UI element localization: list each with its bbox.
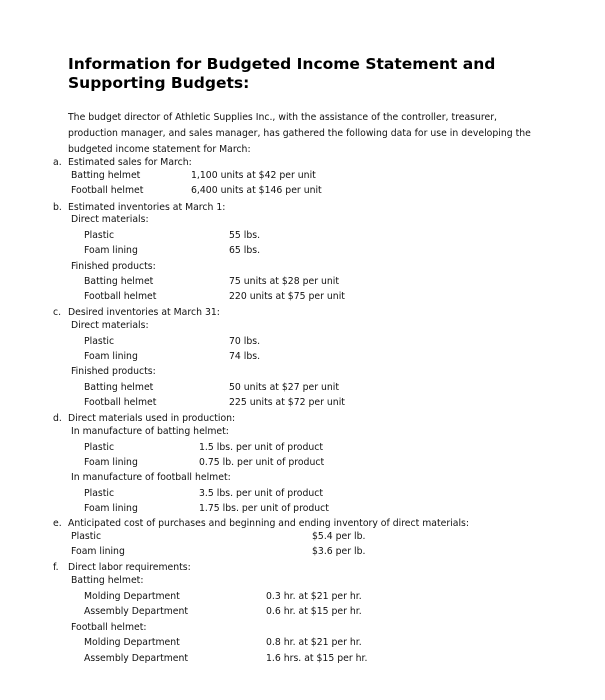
b-plastic-value: 55 lbs. — [229, 230, 261, 241]
intro-paragraph: The budget director of Athletic Supplies Inc., with the assistance of the controller, treasurer, production manager, and sales manager, has gathered the following data for use in developing the budgeted income statement for March: — [68, 112, 531, 155]
d-batting-foam-value: 0.75 lb. per unit of product — [199, 457, 325, 468]
item-e-heading: Anticipated cost of purchases and beginning and ending inventory of direct materials: — [68, 518, 470, 529]
sales-batting-value: 1,100 units at $42 per unit — [191, 170, 316, 181]
c-plastic-label: Plastic — [84, 336, 115, 347]
sales-football-value: 6,400 units at $146 per unit — [191, 185, 322, 196]
page-title: Information for Budgeted Income Statement and Supporting Budgets: — [68, 55, 496, 92]
c-plastic-value: 70 lbs. — [229, 336, 261, 347]
c-direct-materials-heading: Direct materials: — [71, 320, 149, 331]
item-c-heading: Desired inventories at March 31: — [68, 307, 220, 318]
e-foam-value: $3.6 per lb. — [312, 546, 366, 557]
b-foam-label: Foam lining — [84, 245, 138, 256]
e-plastic-value: $5.4 per lb. — [312, 531, 366, 542]
d-batting-foam-label: Foam lining — [84, 457, 138, 468]
item-f-letter: f. — [53, 562, 59, 573]
f-football-molding-value: 0.8 hr. at $21 per hr. — [266, 637, 362, 648]
b-finished-products-heading: Finished products: — [71, 261, 156, 272]
item-e-letter: e. — [53, 518, 62, 529]
f-batting-molding-value: 0.3 hr. at $21 per hr. — [266, 591, 362, 602]
d-football-plastic-label: Plastic — [84, 488, 115, 499]
f-batting-assembly-value: 0.6 hr. at $15 per hr. — [266, 606, 362, 617]
f-football-molding-label: Molding Department — [84, 637, 180, 648]
b-plastic-label: Plastic — [84, 230, 115, 241]
f-football-assembly-label: Assembly Department — [84, 653, 189, 664]
item-b-letter: b. — [53, 202, 62, 213]
e-plastic-label: Plastic — [71, 531, 102, 542]
b-batting-label: Batting helmet — [84, 276, 154, 287]
b-batting-value: 75 units at $28 per unit — [229, 276, 340, 287]
d-batting-heading: In manufacture of batting helmet: — [71, 426, 229, 437]
d-batting-plastic-label: Plastic — [84, 442, 115, 453]
item-f-heading: Direct labor requirements: — [68, 562, 191, 573]
item-d-letter: d. — [53, 413, 62, 424]
d-football-foam-value: 1.75 lbs. per unit of product — [199, 503, 329, 514]
c-football-value: 225 units at $72 per unit — [229, 397, 345, 408]
e-foam-label: Foam lining — [71, 546, 125, 557]
b-football-value: 220 units at $75 per unit — [229, 291, 345, 302]
c-foam-value: 74 lbs. — [229, 351, 261, 362]
d-football-foam-label: Foam lining — [84, 503, 138, 514]
f-football-heading: Football helmet: — [71, 622, 147, 633]
c-finished-products-heading: Finished products: — [71, 366, 156, 377]
f-batting-molding-label: Molding Department — [84, 591, 180, 602]
b-football-label: Football helmet — [84, 291, 157, 302]
d-football-heading: In manufacture of football helmet: — [71, 472, 231, 483]
f-football-assembly-value: 1.6 hrs. at $15 per hr. — [266, 653, 368, 664]
d-batting-plastic-value: 1.5 lbs. per unit of product — [199, 442, 324, 453]
b-foam-value: 65 lbs. — [229, 245, 261, 256]
c-football-label: Football helmet — [84, 397, 157, 408]
f-batting-assembly-label: Assembly Department — [84, 606, 189, 617]
c-foam-label: Foam lining — [84, 351, 138, 362]
f-batting-heading: Batting helmet: — [71, 575, 144, 586]
sales-batting-label: Batting helmet — [71, 170, 141, 181]
item-a-heading: Estimated sales for March: — [68, 157, 192, 168]
sales-football-label: Football helmet — [71, 185, 144, 196]
item-d-heading: Direct materials used in production: — [68, 413, 236, 424]
item-a-letter: a. — [53, 157, 62, 168]
item-b-heading: Estimated inventories at March 1: — [68, 202, 226, 213]
d-football-plastic-value: 3.5 lbs. per unit of product — [199, 488, 324, 499]
item-c-letter: c. — [53, 307, 62, 318]
b-direct-materials-heading: Direct materials: — [71, 214, 149, 225]
c-batting-label: Batting helmet — [84, 382, 154, 393]
c-batting-value: 50 units at $27 per unit — [229, 382, 340, 393]
